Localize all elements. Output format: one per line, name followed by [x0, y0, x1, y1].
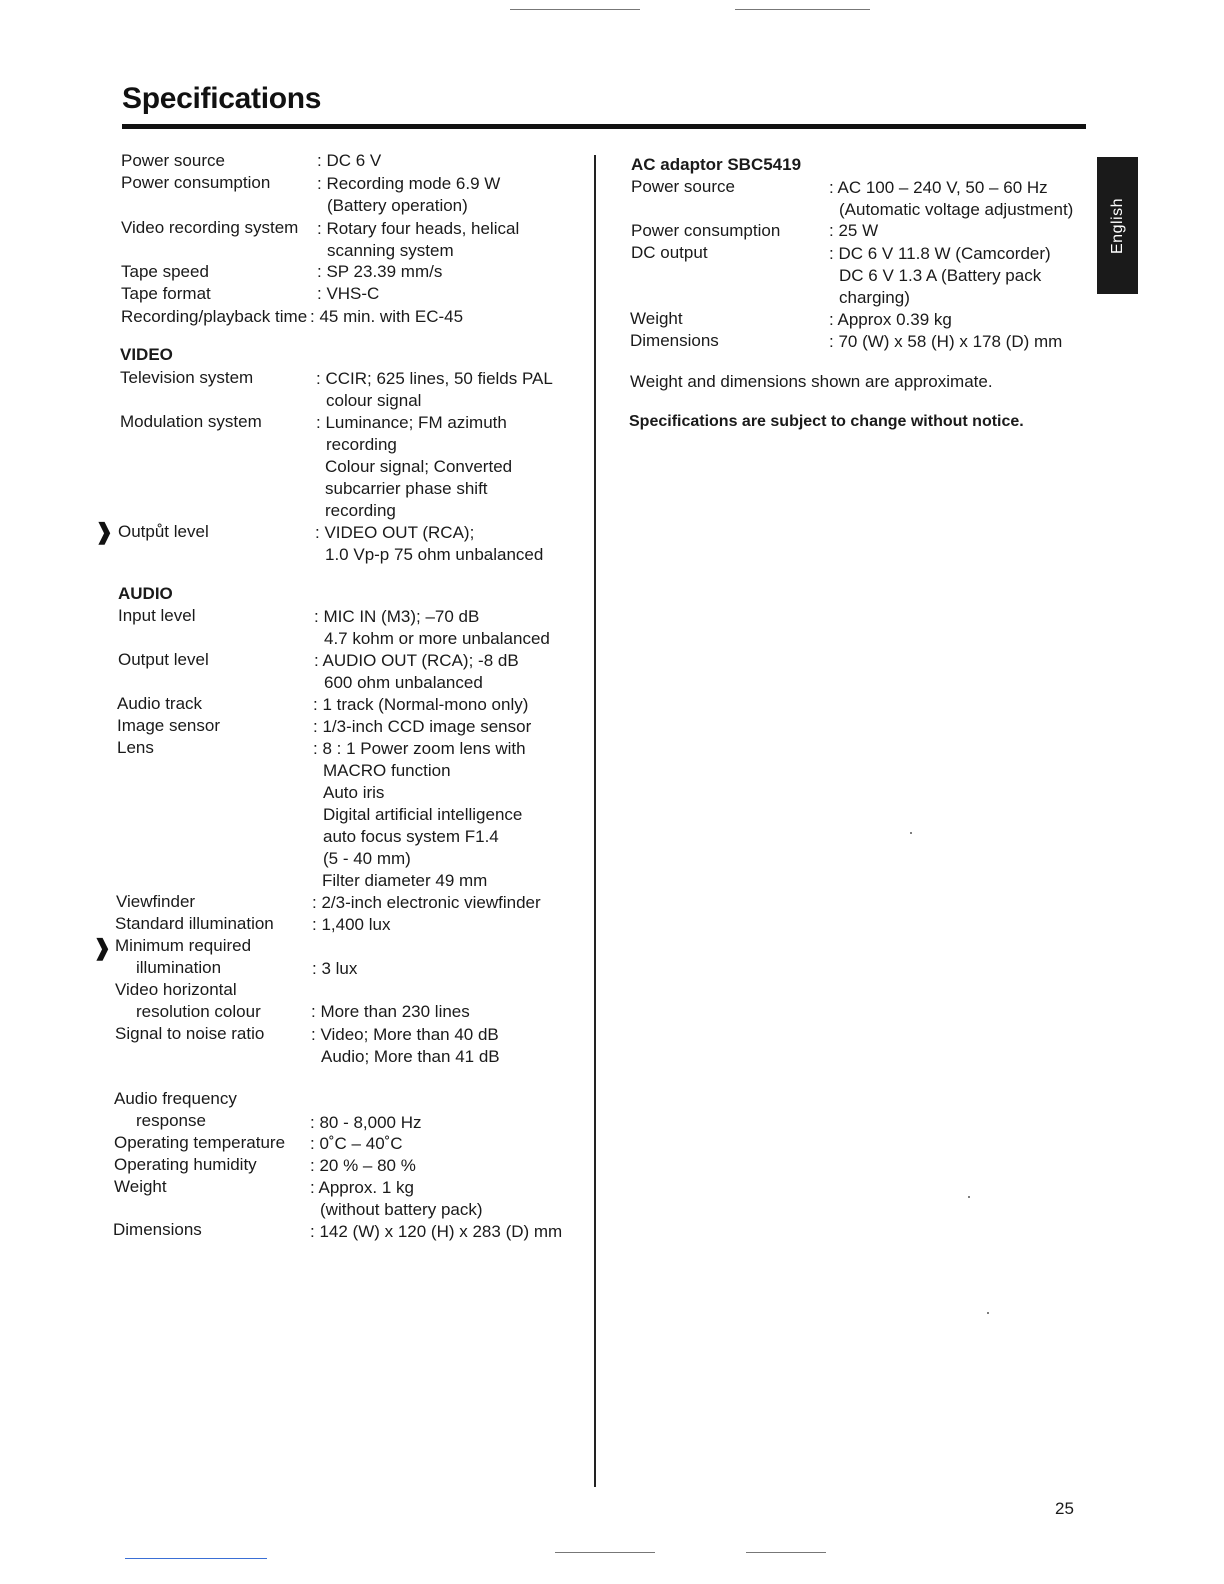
- title-rule: [122, 124, 1086, 129]
- spec-value: : 8 : 1 Power zoom lens with: [313, 739, 526, 758]
- spec-value: : AUDIO OUT (RCA); -8 dB: [314, 651, 519, 670]
- scan-artifact: [555, 1552, 655, 1553]
- spec-value: : 1,400 lux: [312, 915, 391, 934]
- spec-label: Signal to noise ratio: [115, 1024, 265, 1043]
- spec-label: response: [136, 1111, 206, 1130]
- spec-value: : 80 - 8,000 Hz: [310, 1113, 422, 1132]
- spec-value: : Recording mode 6.9 W: [317, 174, 501, 193]
- spec-value: : 1 track (Normal-mono only): [313, 695, 529, 714]
- audio-heading: AUDIO: [118, 584, 173, 603]
- spec-value: auto focus system F1.4: [323, 827, 499, 846]
- spec-value: : 0˚C – 40˚C: [310, 1134, 403, 1153]
- spec-label: Audio frequency: [114, 1089, 237, 1108]
- spec-value: : Luminance; FM azimuth: [316, 413, 507, 432]
- spec-value: : CCIR; 625 lines, 50 fields PAL: [316, 369, 553, 388]
- spec-value: recording: [326, 435, 397, 454]
- spec-label: Input level: [118, 606, 196, 625]
- margin-mark: ❱: [93, 935, 112, 960]
- spec-label: Television system: [120, 368, 254, 387]
- spec-value: : More than 230 lines: [311, 1002, 470, 1021]
- spec-value: : Approx 0.39 kg: [829, 310, 952, 329]
- spec-value: scanning system: [327, 241, 454, 260]
- spec-value: : 142 (W) x 120 (H) x 283 (D) mm: [310, 1222, 563, 1241]
- language-tab-label: English: [1108, 197, 1126, 254]
- spec-value: : VHS-C: [317, 284, 380, 303]
- spec-value: (Battery operation): [327, 196, 468, 215]
- spec-value: : 20 % – 80 %: [310, 1156, 416, 1175]
- column-divider: [594, 155, 596, 1487]
- spec-label: Lens: [117, 738, 154, 757]
- spec-label: Minimum required: [115, 936, 252, 955]
- spec-value: : SP 23.39 mm/s: [317, 262, 443, 281]
- spec-label: Dimensions: [113, 1220, 202, 1239]
- spec-label: Modulation system: [120, 412, 262, 431]
- video-heading: VIDEO: [120, 345, 173, 364]
- spec-label: Audio track: [117, 694, 203, 713]
- spec-value: charging): [839, 288, 910, 307]
- spec-value: MACRO function: [323, 761, 451, 780]
- spec-label: DC output: [631, 243, 708, 262]
- spec-value: : DC 6 V 11.8 W (Camcorder): [829, 244, 1051, 263]
- scan-artifact: [968, 1196, 970, 1198]
- spec-value: Digital artificial intelligence: [323, 805, 523, 824]
- spec-value: 1.0 Vp-p 75 ohm unbalanced: [325, 545, 544, 564]
- spec-value: colour signal: [326, 391, 422, 410]
- spec-label: Weight: [630, 309, 683, 328]
- spec-label: Viewfinder: [116, 892, 196, 911]
- scan-artifact: [910, 832, 912, 834]
- spec-label: illumination: [136, 958, 222, 977]
- spec-label: Standard illumination: [115, 914, 274, 933]
- spec-label: Recording/playback time: [121, 307, 308, 326]
- spec-value: : DC 6 V: [317, 151, 382, 170]
- spec-label: Tape format: [121, 284, 211, 303]
- spec-label: Image sensor: [117, 716, 220, 735]
- scan-artifact: [746, 1552, 826, 1553]
- spec-value: : 25 W: [829, 221, 879, 240]
- approx-note: Weight and dimensions shown are approximate.: [630, 372, 993, 391]
- spec-label: Power source: [121, 151, 225, 170]
- spec-value: Audio; More than 41 dB: [321, 1047, 500, 1066]
- spec-value: : 1/3-inch CCD image sensor: [313, 717, 532, 736]
- scan-artifact: [987, 1312, 989, 1314]
- spec-value: recording: [325, 501, 396, 520]
- spec-value: : 70 (W) x 58 (H) x 178 (D) mm: [829, 332, 1063, 351]
- spec-label: Dimensions: [630, 331, 719, 350]
- spec-value: Filter diameter 49 mm: [322, 871, 488, 890]
- spec-value: : 2/3-inch electronic viewfinder: [312, 893, 541, 912]
- spec-value: : MIC IN (M3); –70 dB: [314, 607, 480, 626]
- spec-value: subcarrier phase shift: [325, 479, 488, 498]
- page-title: Specifications: [122, 82, 322, 115]
- spec-label: Outpůt level: [118, 522, 209, 541]
- spec-label: Power source: [631, 177, 735, 196]
- spec-value: (without battery pack): [320, 1200, 483, 1219]
- spec-label: Operating humidity: [114, 1155, 257, 1174]
- scan-artifact: [735, 9, 870, 10]
- margin-mark: ❱: [95, 519, 114, 544]
- spec-value: 4.7 kohm or more unbalanced: [324, 629, 550, 648]
- change-notice: Specifications are subject to change without notice.: [629, 413, 1024, 430]
- footer-link-line: [125, 1558, 267, 1559]
- spec-value: : 45 min. with EC-45: [310, 307, 464, 326]
- spec-value: : Approx. 1 kg: [310, 1178, 414, 1197]
- spec-value: (5 - 40 mm): [323, 849, 411, 868]
- language-tab: [1097, 157, 1138, 294]
- spec-label: resolution colour: [136, 1002, 261, 1021]
- spec-value: : VIDEO OUT (RCA);: [315, 523, 475, 542]
- page-number: 25: [1055, 1499, 1074, 1518]
- spec-value: Auto iris: [323, 783, 385, 802]
- spec-label: Power consumption: [121, 173, 271, 192]
- spec-label: Output level: [118, 650, 209, 669]
- spec-value: 600 ohm unbalanced: [324, 673, 483, 692]
- spec-value: : Rotary four heads, helical: [317, 219, 520, 238]
- spec-value: (Automatic voltage adjustment): [839, 200, 1074, 219]
- spec-value: Colour signal; Converted: [325, 457, 513, 476]
- spec-label: Video recording system: [121, 218, 299, 237]
- spec-value: : AC 100 – 240 V, 50 – 60 Hz: [829, 178, 1048, 197]
- spec-label: Tape speed: [121, 262, 209, 281]
- spec-label: Operating temperature: [114, 1133, 286, 1152]
- ac-adaptor-heading: AC adaptor SBC5419: [631, 155, 802, 174]
- spec-value: : Video; More than 40 dB: [311, 1025, 499, 1044]
- scan-artifact: [510, 9, 640, 10]
- spec-value: : 3 lux: [312, 959, 358, 978]
- spec-label: Weight: [114, 1177, 167, 1196]
- spec-value: DC 6 V 1.3 A (Battery pack: [839, 266, 1042, 285]
- spec-label: Power consumption: [631, 221, 781, 240]
- spec-label: Video horizontal: [115, 980, 237, 999]
